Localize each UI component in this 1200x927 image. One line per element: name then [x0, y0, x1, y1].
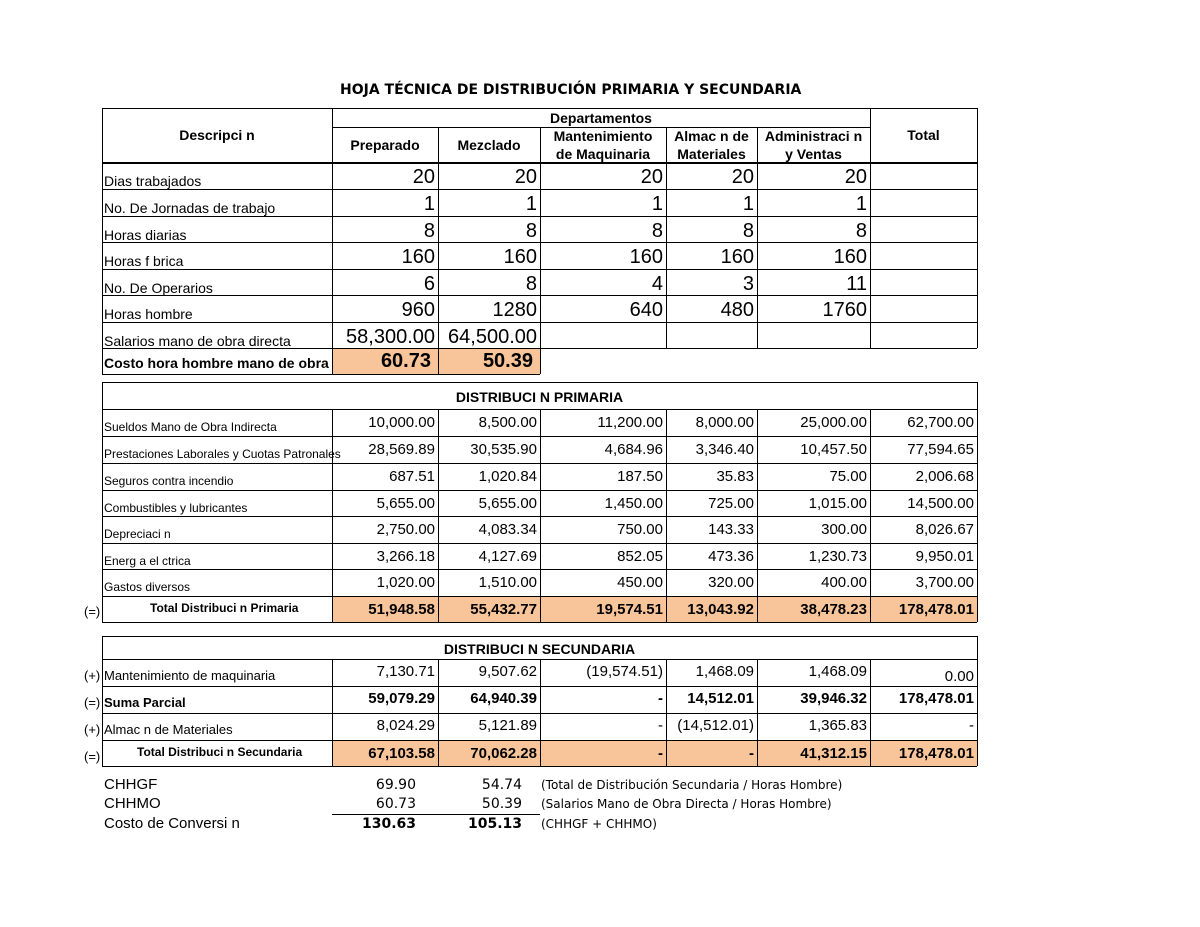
cell-mezclado: 160: [503, 246, 537, 268]
cell-mantenimiento: 450.00: [617, 574, 663, 591]
table1-col-border: [870, 108, 871, 348]
cell-mezclado: 64,940.39: [470, 690, 537, 707]
cell-mantenimiento: 852.05: [617, 548, 663, 565]
cell-almacen: 320.00: [708, 574, 754, 591]
secundaria-heading: DISTRIBUCI N SECUNDARIA: [443, 641, 636, 657]
cell-total: 178,478.01: [898, 690, 974, 707]
summary-sum-line: [332, 814, 540, 815]
cell-mantenimiento: 11,200.00: [597, 414, 663, 431]
cell-almacen: 3,346.40: [695, 441, 754, 458]
summary-preparado: 130.63: [361, 816, 416, 832]
table3-top-border: [102, 636, 977, 637]
cell-mantenimiento: 20: [640, 166, 663, 188]
cell-mezclado: 8: [525, 273, 537, 295]
cell-total: 3,700.00: [915, 574, 974, 591]
cell-mezclado: 1,510.00: [478, 574, 537, 591]
row-label: Gastos diversos: [104, 580, 191, 594]
summary-preparado: 60.73: [375, 796, 416, 812]
cell-mantenimiento: (19,574.51): [586, 663, 663, 680]
cell-preparado: 1: [423, 193, 435, 215]
cell-total: 0.00: [944, 668, 974, 685]
prefix-sign: (+): [84, 722, 101, 737]
total-preparado: 51,948.58: [368, 601, 435, 618]
total-mezclado: 70,062.28: [470, 745, 537, 762]
cell-mantenimiento: 187.50: [617, 468, 663, 485]
cell-mantenimiento: 8: [651, 220, 663, 242]
table2-row-border: [102, 622, 977, 623]
row-label: Combustibles y lubricantes: [104, 501, 248, 515]
row-label: Mantenimiento de maquinaria: [104, 668, 276, 683]
prefix-equals: (=): [84, 604, 101, 619]
cell-administracion: 25,000.00: [800, 414, 867, 431]
total-almacen: -: [749, 745, 754, 762]
total-mezclado: 55,432.77: [470, 601, 537, 618]
prefix-sign: (=): [84, 695, 101, 710]
primaria-total-label: Total Distribuci n Primaria: [150, 601, 299, 615]
prefix-equals: (=): [84, 749, 101, 764]
row-label: No. De Operarios: [104, 280, 213, 296]
secundaria-total-label: Total Distribuci n Secundaria: [137, 745, 303, 759]
cell-mezclado: 8,500.00: [478, 414, 537, 431]
cell-mezclado: 5,655.00: [478, 495, 537, 512]
cell-almacen: 14,512.01: [687, 690, 754, 707]
cell-almacen: 20: [731, 166, 754, 188]
summary-note: (Total de Distribución Secundaria / Horas Hombre): [541, 778, 843, 792]
cell-administracion: 1760: [822, 299, 867, 321]
cell-total: 14,500.00: [907, 495, 974, 512]
cell-mezclado: 5,121.89: [478, 717, 537, 734]
table2-right-border: [977, 382, 978, 622]
cell-mantenimiento: 750.00: [617, 521, 663, 538]
cell-mezclado: 4,127.69: [478, 548, 537, 565]
summary-label: CHHGF: [104, 776, 158, 793]
cell-preparado: 8: [423, 220, 435, 242]
header-preparado: Preparado: [350, 137, 420, 153]
cell-total: 8,026.67: [915, 521, 974, 538]
row-label: No. De Jornadas de trabajo: [104, 200, 276, 216]
cell-almacen: 160: [720, 246, 754, 268]
cell-administracion: 20: [844, 166, 867, 188]
cell-mantenimiento: 4: [651, 273, 663, 295]
header-mezclado: Mezclado: [457, 137, 521, 153]
cell-preparado: 960: [401, 299, 435, 321]
cell-mezclado: 1,020.84: [478, 468, 537, 485]
cell-mantenimiento: 1: [651, 193, 663, 215]
header-departamentos: Departamentos: [550, 110, 652, 126]
cell-administracion: 1,230.73: [808, 548, 867, 565]
cell-almacen: 143.33: [708, 521, 754, 538]
summary-note: (CHHGF + CHHMO): [541, 817, 657, 831]
total-almacen: 13,043.92: [687, 601, 754, 618]
cell-almacen: 1,468.09: [695, 663, 754, 680]
cell-preparado: 28,569.89: [368, 441, 435, 458]
summary-preparado: 69.90: [375, 777, 416, 793]
summary-label: Costo de Conversi n: [104, 815, 240, 832]
cell-almacen: 725.00: [708, 495, 754, 512]
cell-preparado: 5,655.00: [376, 495, 435, 512]
row-label: Depreciaci n: [104, 527, 171, 541]
cell-mezclado: 8: [525, 220, 537, 242]
row-label: Horas diarias: [104, 227, 187, 243]
row-label: Seguros contra incendio: [104, 474, 234, 488]
cell-total: 62,700.00: [907, 414, 974, 431]
cell-preparado: 58,300.00: [346, 326, 435, 348]
row-label: Dias trabajados: [104, 173, 202, 189]
cell-almacen: 35.83: [716, 468, 754, 485]
summary-mezclado: 50.39: [481, 796, 522, 812]
header-administracion: Administraci n y Ventas: [764, 128, 863, 162]
cell-mantenimiento: 4,684.96: [604, 441, 663, 458]
cell-mezclado: 4,083.34: [478, 521, 537, 538]
total-administracion: 41,312.15: [800, 745, 867, 762]
table2-top-border: [102, 382, 977, 383]
prefix-sign: (+): [84, 668, 101, 683]
cell-almacen: (14,512.01): [677, 717, 754, 734]
table1-bottom-border: [102, 374, 540, 375]
row-label: Sueldos Mano de Obra Indirecta: [104, 420, 277, 434]
cell-administracion: 1,365.83: [808, 717, 867, 734]
cell-preparado: 2,750.00: [376, 521, 435, 538]
row-label: Suma Parcial: [104, 695, 186, 710]
row-label: Prestaciones Laborales y Cuotas Patronales: [104, 447, 341, 461]
row-label: Energ a el ctrica: [104, 554, 191, 568]
cell-administracion: 39,946.32: [800, 690, 867, 707]
table3-row-border: [102, 766, 977, 767]
cell-administracion: 160: [833, 246, 867, 268]
cell-mantenimiento: -: [658, 717, 663, 734]
row-label: Salarios mano de obra directa: [104, 333, 291, 349]
cell-preparado: 160: [401, 246, 435, 268]
cell-administracion: 1: [855, 193, 867, 215]
header-mantenimiento: Mantenimiento de Maquinaria: [553, 128, 653, 162]
header-almacen: Almac n de Materiales: [674, 128, 749, 162]
header-total: Total: [907, 127, 940, 143]
summary-label: CHHMO: [104, 795, 161, 812]
sheet-title: HOJA TÉCNICA DE DISTRIBUCIÓN PRIMARIA Y SECUNDARIA: [340, 82, 802, 98]
row-label: Horas hombre: [104, 306, 193, 322]
primaria-heading: DISTRIBUCI N PRIMARIA: [455, 389, 624, 405]
cell-mantenimiento: 160: [629, 246, 663, 268]
summary-mezclado: 54.74: [481, 777, 522, 793]
row-label: Almac n de Materiales: [104, 722, 233, 737]
cell-preparado: 59,079.29: [368, 690, 435, 707]
total-preparado: 67,103.58: [368, 745, 435, 762]
table1-top-border: [102, 108, 977, 109]
costo-hora-mezclado: 50.39: [482, 350, 533, 372]
cell-total: 9,950.01: [915, 548, 974, 565]
costo-hora-label: Costo hora hombre mano de obra: [104, 355, 329, 371]
costo-hora-preparado: 60.73: [380, 350, 431, 372]
cell-mezclado: 30,535.90: [470, 441, 537, 458]
cell-administracion: 1,468.09: [808, 663, 867, 680]
total-total: 178,478.01: [898, 745, 974, 762]
cell-almacen: 480: [720, 299, 754, 321]
cell-preparado: 8,024.29: [376, 717, 435, 734]
table3-right-border: [977, 636, 978, 766]
cell-almacen: 8,000.00: [695, 414, 754, 431]
cell-administracion: 8: [855, 220, 867, 242]
total-mantenimiento: 19,574.51: [596, 601, 663, 618]
total-mantenimiento: -: [658, 745, 663, 762]
summary-mezclado: 105.13: [467, 816, 522, 832]
cell-administracion: 400.00: [821, 574, 867, 591]
total-administracion: 38,478.23: [800, 601, 867, 618]
cell-total: 2,006.68: [915, 468, 974, 485]
cell-mezclado: 9,507.62: [478, 663, 537, 680]
cell-preparado: 6: [423, 273, 435, 295]
cell-total: -: [969, 717, 974, 734]
cell-almacen: 3: [742, 273, 754, 295]
cell-almacen: 1: [742, 193, 754, 215]
cell-preparado: 1,020.00: [376, 574, 435, 591]
cell-almacen: 8: [742, 220, 754, 242]
cell-administracion: 75.00: [829, 468, 867, 485]
cell-administracion: 11: [846, 273, 867, 295]
total-total: 178,478.01: [898, 601, 974, 618]
table2-left-border: [102, 382, 103, 622]
cell-mezclado: 1: [525, 193, 537, 215]
cell-mezclado: 1280: [492, 299, 537, 321]
summary-note: (Salarios Mano de Obra Directa / Horas Hombre): [541, 797, 832, 811]
cell-preparado: 7,130.71: [376, 663, 435, 680]
cell-preparado: 10,000.00: [368, 414, 435, 431]
cell-administracion: 10,457.50: [800, 441, 867, 458]
cell-mezclado: 20: [514, 166, 537, 188]
cell-total: 77,594.65: [907, 441, 974, 458]
table1-right-border: [977, 108, 978, 348]
cell-mantenimiento: -: [658, 690, 663, 707]
cell-mantenimiento: 1,450.00: [604, 495, 663, 512]
cell-preparado: 20: [412, 166, 435, 188]
cell-preparado: 3,266.18: [376, 548, 435, 565]
cell-administracion: 300.00: [821, 521, 867, 538]
cell-preparado: 687.51: [389, 468, 435, 485]
cell-almacen: 473.36: [708, 548, 754, 565]
cell-administracion: 1,015.00: [808, 495, 867, 512]
header-descripcion: Descripci n: [179, 127, 255, 143]
cell-mezclado: 64,500.00: [448, 326, 537, 348]
table1-left-border: [102, 108, 103, 374]
cell-mantenimiento: 640: [629, 299, 663, 321]
row-label: Horas f brica: [104, 253, 184, 269]
